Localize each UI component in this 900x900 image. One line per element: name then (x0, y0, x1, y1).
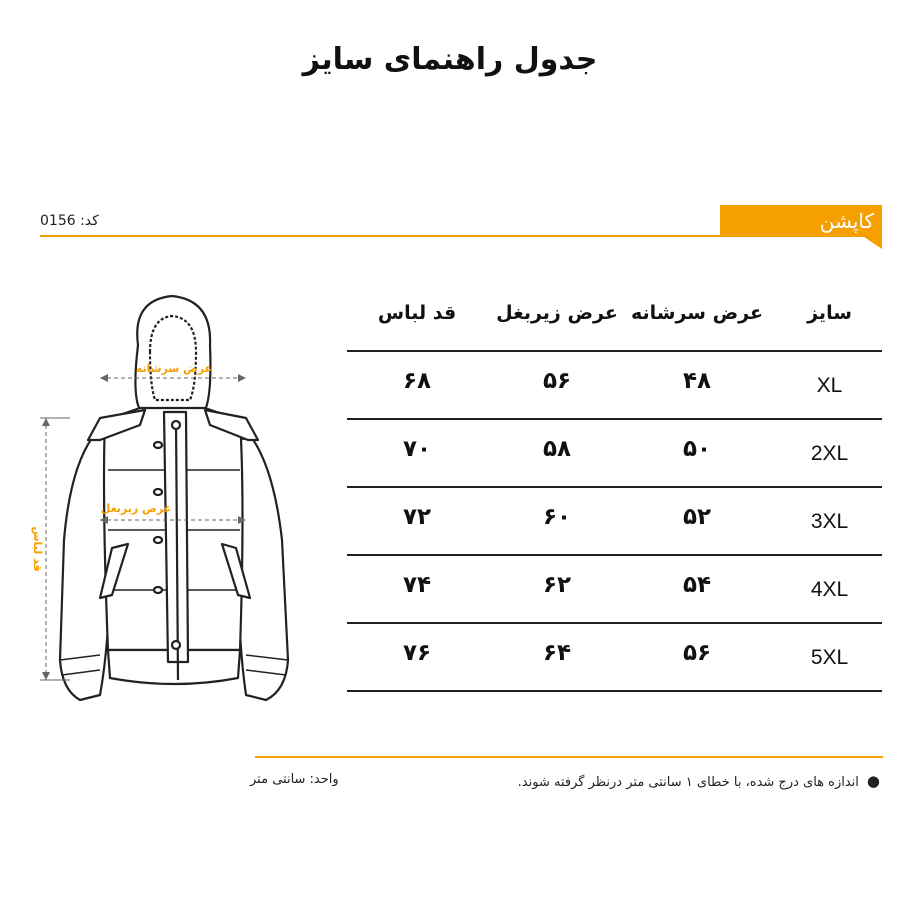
cell-length: ۷۰ (402, 436, 432, 462)
cell-armpit: ۶۴ (542, 640, 572, 666)
cell-size: XL (816, 374, 843, 397)
header-size: سایز (807, 302, 852, 324)
cell-length: ۷۴ (402, 572, 432, 598)
cell-size: 4XL (810, 578, 849, 601)
table-row (347, 624, 882, 692)
cell-shoulder: ۵۶ (682, 640, 712, 666)
table-row (347, 352, 882, 420)
cell-shoulder: ۵۰ (682, 436, 712, 462)
table-header (347, 282, 882, 352)
cell-armpit: ۵۸ (542, 436, 572, 462)
bullet-icon: ● (866, 772, 880, 790)
shoulder-measure-label: عرض سرشانه (135, 362, 213, 375)
cell-size: 2XL (810, 442, 849, 465)
header-armpit-width: عرض زیربغل (496, 302, 618, 324)
length-measure-label: قد لباس (31, 526, 44, 572)
armpit-measure-label: عرض زیربغل (100, 502, 172, 515)
header-length: قد لباس (377, 302, 457, 324)
cell-shoulder: ۵۴ (682, 572, 712, 598)
table-row (347, 556, 882, 624)
footer-divider (255, 756, 883, 758)
cell-size: 5XL (810, 646, 849, 669)
cell-armpit: ۶۲ (542, 572, 572, 598)
cell-length: ۶۸ (402, 368, 432, 394)
category-tag (720, 205, 882, 237)
table-row (347, 420, 882, 488)
table-row (347, 488, 882, 556)
header-shoulder-width: عرض سرشانه (631, 302, 763, 324)
cell-armpit: ۵۶ (542, 368, 572, 394)
cell-shoulder: ۴۸ (682, 368, 712, 394)
page-title: جدول راهنمای سایز (302, 42, 598, 77)
cell-length: ۷۶ (402, 640, 432, 666)
tolerance-note (518, 772, 880, 790)
category-label: کاپشن (819, 209, 874, 233)
size-table (347, 282, 882, 692)
unit-label: واحد: سانتی متر (250, 772, 339, 787)
product-code: کد: 0156 (40, 213, 99, 229)
cell-shoulder: ۵۲ (682, 504, 712, 530)
tolerance-note-text: اندازه های درج شده، با خطای ۱ سانتی متر درنظر گرفته شوند. (517, 775, 859, 790)
cell-armpit: ۶۰ (542, 504, 572, 530)
category-tag-tail (864, 237, 882, 249)
jacket-diagram (15, 285, 305, 710)
cell-size: 3XL (810, 510, 849, 533)
cell-length: ۷۲ (402, 504, 432, 530)
